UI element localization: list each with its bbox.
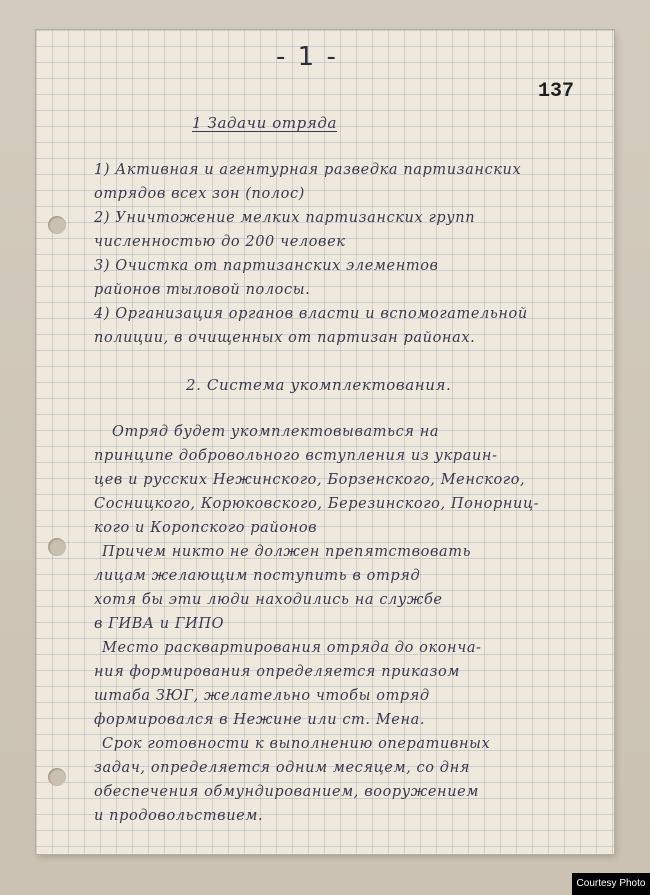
text-line: цев и русских Нежинского, Борзенского, Менского, (94, 472, 526, 488)
document-page (36, 30, 614, 854)
text-line: 2) Уничтожение мелких партизанских групп (94, 210, 476, 226)
text-line: формировался в Нежине или ст. Мена. (94, 712, 426, 728)
archive-stamp-number: 137 (537, 80, 574, 103)
text-line: 1) Активная и агентурная разведка партизанских (94, 162, 522, 178)
text-line: Причем никто не должен препятствовать (102, 544, 472, 560)
text-line: полиции, в очищенных от партизан районах. (94, 330, 476, 346)
text-line: кого и Коропского районов (94, 520, 318, 536)
text-line: 3) Очистка от партизанских элементов (94, 258, 439, 274)
photo-credit: Courtesy Photo (572, 873, 650, 895)
text-line: 4) Организация органов власти и вспомогательной (94, 306, 528, 322)
text-line: численностью до 200 человек (94, 234, 346, 250)
section-title: 2. Система укомплектования. (186, 376, 452, 394)
text-line: Место расквартирования отряда до оконча- (102, 640, 482, 656)
text-line: Срок готовности к выполнению оперативных (102, 736, 491, 752)
punch-hole (48, 538, 66, 556)
punch-hole (48, 216, 66, 234)
page-number: - 1 - (276, 42, 338, 72)
text-line: в ГИВА и ГИПО (94, 616, 225, 632)
text-line: обеспечения обмундированием, вооружением (94, 784, 479, 800)
text-line: Отряд будет укомплектовываться на (112, 424, 440, 440)
text-line: лицам желающим поступить в отряд (94, 568, 421, 584)
text-line: принципе добровольного вступления из украин- (94, 448, 498, 464)
text-line: штаба ЗЮГ, желательно чтобы отряд (94, 688, 430, 704)
text-line: хотя бы эти люди находились на службе (94, 592, 443, 608)
text-line: задач, определяется одним месяцем, со дня (94, 760, 470, 776)
text-line: отрядов всех зон (полос) (94, 186, 305, 202)
text-line: районов тыловой полосы. (94, 282, 311, 298)
punch-hole (48, 768, 66, 786)
section-title: 1 Задачи отряда (192, 114, 338, 132)
text-line: ния формирования определяется приказом (94, 664, 460, 680)
text-line: и продовольствием. (94, 808, 264, 824)
text-line: Сосницкого, Корюковского, Березинского, Понорниц- (94, 496, 540, 512)
